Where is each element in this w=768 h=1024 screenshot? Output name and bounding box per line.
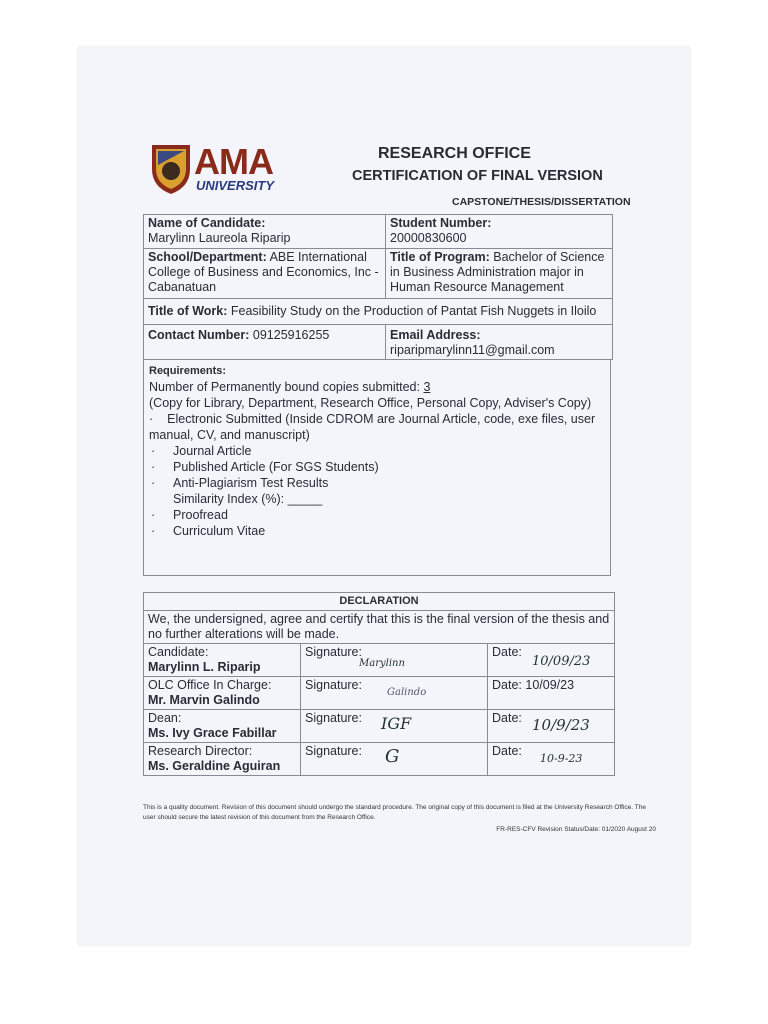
name-label: Name of Candidate: [148, 216, 266, 230]
requirement-item: · Proofread [151, 508, 228, 522]
signatory-row [144, 677, 615, 710]
bullet: · [149, 412, 154, 426]
date-cell [488, 644, 615, 677]
program-cell [386, 249, 613, 299]
contact-value: 09125916255 [252, 328, 330, 342]
date-label: Date: [492, 711, 522, 725]
footer-note: This is a quality document. Revision of this document should undergo the standard procedure. The original copy of this document is filed at the University Research Office. The user should secure the latest revision of this document from the Research Office. [143, 804, 646, 821]
date-label: Date: [492, 645, 522, 659]
role-label: Research Director: [148, 744, 253, 758]
role-label: Candidate: [148, 645, 209, 659]
signature-cell [301, 677, 488, 710]
handwritten-signature: Marylinn [359, 658, 405, 669]
role-label: OLC Office In Charge: [148, 678, 272, 692]
student-number-label: Student Number: [390, 216, 492, 230]
handwritten-date: 10/9/23 [532, 716, 590, 734]
contact-cell [144, 325, 386, 360]
work-title-value: Feasibility Study on the Production of Pantat Fish Nuggets in Iloilo [230, 304, 597, 318]
school-cell [144, 249, 386, 299]
handwritten-date: 10/09/23 [532, 654, 591, 669]
typed-date: 10/09/23 [525, 678, 575, 692]
signatory-name: Mr. Marvin Galindo [148, 693, 260, 707]
program-value: Bachelor of Science in Business Administration major in Human Resource Management [390, 250, 605, 294]
role-cell [144, 743, 301, 776]
date-cell [488, 710, 615, 743]
requirement-item: · Curriculum Vitae [151, 524, 266, 538]
signatory-name: Ms. Ivy Grace Fabillar [148, 726, 277, 740]
ama-university-logo [150, 143, 286, 195]
logo-text: AMA [194, 141, 273, 182]
work-title-cell [144, 299, 613, 325]
email-label: Email Address: [390, 328, 481, 342]
signature-label: Signature: [305, 678, 362, 692]
copies-count: 3 [423, 380, 431, 394]
copies-line [149, 379, 605, 395]
handwritten-date: 10-9-23 [540, 752, 583, 765]
electronic-text: Electronic Submitted (Inside CDROM are Journal Article, code, exe files, user manual, CV, and manuscript) [149, 412, 596, 442]
electronic-line [149, 411, 605, 443]
handwritten-signature: Galindo [387, 687, 427, 698]
requirements-title: Requirements: [149, 365, 227, 377]
school-label: School/Department: [148, 250, 267, 264]
requirement-item: · Journal Article [151, 444, 252, 458]
student-number-value: 20000830600 [390, 231, 467, 245]
logo-subtext: UNIVERSITY [196, 178, 275, 193]
signature-label: Signature: [305, 711, 362, 725]
name-value: Marylinn Laureola Riparip [148, 231, 291, 245]
contact-label: Contact Number: [148, 328, 250, 342]
signatory-row [144, 644, 615, 677]
document-title: CERTIFICATION OF FINAL VERSION [352, 168, 603, 184]
work-title-label: Title of Work: [148, 304, 228, 318]
copies-label: Number of Permanently bound copies submitted: [149, 380, 424, 394]
similarity-index: Similarity Index (%): _____ [173, 492, 323, 506]
requirements-section [143, 360, 611, 576]
signature-label: Signature: [305, 744, 362, 758]
handwritten-signature: IGF [381, 714, 412, 733]
candidate-info-table [143, 214, 613, 360]
program-label: Title of Program: [390, 250, 490, 264]
role-cell [144, 677, 301, 710]
signatory-name: Marylinn L. Riparip [148, 660, 261, 674]
requirement-item: · Published Article (For SGS Students) [151, 460, 379, 474]
email-cell [386, 325, 613, 360]
date-label: Date: [492, 678, 522, 692]
signature-cell [301, 644, 488, 677]
signatory-row [144, 710, 615, 743]
signature-label: Signature: [305, 645, 362, 659]
signature-cell [301, 710, 488, 743]
signatory-row [144, 743, 615, 776]
role-label: Dean: [148, 711, 182, 725]
email-value: riparipmarylinn11@gmail.com [390, 343, 555, 357]
declaration-statement: We, the undersigned, agree and certify that this is the final version of the thesis and no further alterations will be made. [144, 611, 615, 644]
role-cell [144, 644, 301, 677]
declaration-title: DECLARATION [144, 593, 615, 611]
student-number-cell [386, 215, 613, 249]
revision-status: FR-RES-CFV Revision Status/Date: 01/2020 August 20 [496, 826, 656, 833]
handwritten-signature: G [385, 746, 400, 767]
document-subtitle: CAPSTONE/THESIS/DISSERTATION [452, 196, 631, 208]
requirement-item: · Anti-Plagiarism Test Results [151, 476, 329, 490]
date-cell [488, 677, 615, 710]
date-label: Date: [492, 744, 522, 758]
signatory-name: Ms. Geraldine Aguiran [148, 759, 281, 773]
role-cell [144, 710, 301, 743]
declaration-table [143, 592, 615, 776]
school-value: ABE International College of Business and Economics, Inc - Cabanatuan [148, 250, 379, 294]
date-cell [488, 743, 615, 776]
name-cell [144, 215, 386, 249]
office-heading: RESEARCH OFFICE [378, 145, 531, 162]
signature-cell [301, 743, 488, 776]
copies-note: (Copy for Library, Department, Research Office, Personal Copy, Adviser's Copy) [149, 396, 592, 410]
